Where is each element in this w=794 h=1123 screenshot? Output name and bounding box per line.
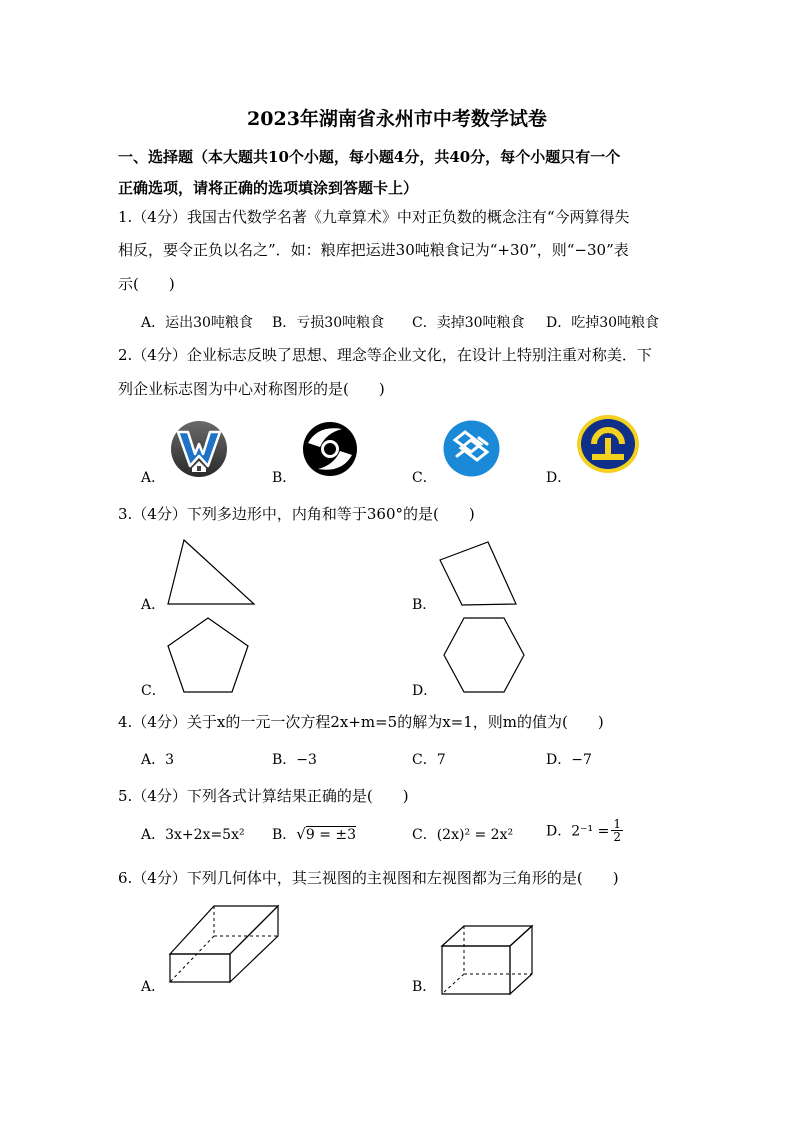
q4-option-c[interactable]: C．7 xyxy=(412,752,446,768)
q3-label-b[interactable]: B． xyxy=(412,597,437,613)
q5-option-a[interactable]: A．3x+2x=5x² xyxy=(141,827,245,843)
q5-option-b-label: B． xyxy=(272,827,297,843)
q2-text-line2: 列企业标志图为中心对称图形的是( ) xyxy=(118,380,385,398)
hexagon-shape xyxy=(438,614,528,696)
q2-label-c[interactable]: C． xyxy=(412,470,437,486)
fraction-denominator: 2 xyxy=(613,830,621,844)
q1-text-line3: 示( ) xyxy=(118,275,175,293)
q4-option-a[interactable]: A．3 xyxy=(141,752,175,768)
q1-option-b[interactable]: B．亏损30吨粮食 xyxy=(272,315,385,331)
q2-label-a[interactable]: A． xyxy=(141,470,166,486)
quadrilateral-shape xyxy=(436,538,520,610)
cuboid-b-shape xyxy=(436,922,536,998)
q5-option-c[interactable]: C．(2x)² = 2x² xyxy=(412,827,514,843)
q3-text: 3.（4分）下列多边形中，内角和等于360°的是( ) xyxy=(118,505,475,523)
q6-text: 6.（4分）下列几何体中，其三视图的主视图和左视图都为三角形的是( ) xyxy=(118,869,619,887)
cuboid-a-shape xyxy=(164,902,284,986)
q2-label-d[interactable]: D． xyxy=(546,470,572,486)
fraction-numerator: 1 xyxy=(613,817,621,831)
q1-option-a[interactable]: A．运出30吨粮食 xyxy=(141,315,253,331)
q1-option-d[interactable]: D．吃掉30吨粮食 xyxy=(546,315,660,331)
q4-option-d[interactable]: D．−7 xyxy=(546,752,592,768)
q3-label-a[interactable]: A． xyxy=(141,597,166,613)
q3-label-d[interactable]: D． xyxy=(412,683,438,699)
q2-label-b[interactable]: B． xyxy=(272,470,297,486)
logo-a-icon xyxy=(170,420,228,478)
q5-option-d-label: D．2⁻¹ = xyxy=(546,823,610,840)
q5-option-d[interactable] xyxy=(546,818,623,843)
fraction xyxy=(611,818,623,843)
q4-option-b[interactable]: B．−3 xyxy=(272,752,317,768)
q5-option-b-expr: 9 = ±3 xyxy=(305,827,357,843)
q2-text-line1: 2.（4分）企业标志反映了思想、理念等企业文化，在设计上特别注重对称美．下 xyxy=(118,346,652,364)
page-title: 2023年湖南省永州市中考数学试卷 xyxy=(247,108,547,130)
pentagon-shape xyxy=(164,614,252,696)
q5-option-b[interactable] xyxy=(272,824,356,844)
q6-label-b[interactable]: B． xyxy=(412,979,437,995)
q1-text-line1: 1.（4分）我国古代数学名著《九章算术》中对正负数的概念注有“今两算得失 xyxy=(118,208,630,226)
q5-text: 5.（4分）下列各式计算结果正确的是( ) xyxy=(118,787,409,805)
q6-label-a[interactable]: A． xyxy=(141,979,166,995)
q1-text-line2: 相反，要令正负以名之”．如：粮库把运进30吨粮食记为“+30”，则“−30”表 xyxy=(118,241,629,259)
section-header-line1: 一、选择题（本大题共10个小题，每小题4分，共40分，每个小题只有一个 xyxy=(118,148,621,166)
q3-label-c[interactable]: C． xyxy=(141,683,166,699)
section-header-line2: 正确选项，请将正确的选项填涂到答题卡上） xyxy=(118,179,419,197)
triangle-shape xyxy=(160,538,260,608)
q4-text: 4.（4分）关于x的一元一次方程2x+m=5的解为x=1，则m的值为( ) xyxy=(118,713,604,731)
sqrt-sign: √ xyxy=(296,825,306,843)
logo-d-icon xyxy=(576,414,640,474)
logo-b-icon xyxy=(302,421,358,477)
logo-c-icon xyxy=(443,420,500,477)
q1-option-c[interactable]: C．卖掉30吨粮食 xyxy=(412,315,525,331)
